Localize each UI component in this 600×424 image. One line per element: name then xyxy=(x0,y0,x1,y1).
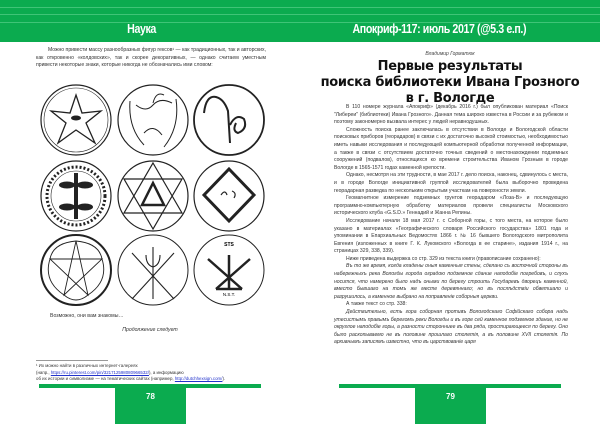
hexagram-sign-icon xyxy=(116,159,190,233)
ornament-sign-icon xyxy=(39,159,113,233)
trident-sign-icon xyxy=(116,233,190,307)
heptagram-sign-icon xyxy=(39,233,113,307)
footnote: ¹ Их можно найти в различных интернет-галереях (напр., https://ru.pinterest.com/pin/321712598080966532/), а информацию об их истории и символизме — на тематических сайтах (например, http://dutchhexsign.com/). xyxy=(36,363,226,381)
hexsign-link[interactable]: http://dutchhexsign.com/ xyxy=(174,376,223,381)
footnote-divider xyxy=(36,360,108,361)
left-intro: Можно привести массу разнообразных фигур гексов¹ — как традиционных, так и авторских, как откровенно «колдовских», так и скорее декоративных, — однако считаем уместным привести некоторые знаки, которые никогда не обозначались ими словом: xyxy=(36,47,266,69)
star-sign-icon xyxy=(39,83,113,157)
page-header xyxy=(0,0,600,42)
diamond-sign-icon xyxy=(192,159,266,233)
symbols-caption: Возможно, они вам знакомы… xyxy=(50,313,124,319)
continued-note: Продолжение следует xyxy=(122,327,178,333)
capricorn-sign-icon xyxy=(192,83,266,157)
author: Владимир Горматюк xyxy=(425,51,475,57)
section-title: Наука xyxy=(127,21,156,36)
svg-text:N.S.T.: N.S.T. xyxy=(222,292,236,297)
article-title: Первые результаты поиска библиотеки Ивана Грозного в г. Вологде xyxy=(320,59,580,106)
article-body: В 110 номере журнала «Апокриф» (декабрь 2016 г.) был опубликован материал «Поиск "Либереи" (библиотеки) Ивана Грозного». Данная тема широко известна в России и за рубежом и поэтому закономерно вызвала интерес у людей неравнодушных. Сложность поиска ранее заключалась в отсутствии в Вологде и Вологодской области поисковых приборов (георадаров) в связи с их достаточно высокой стоимостью, необходимостью иметь навыки исследования и последующей компьютерной обработки полученной информации, а также в связи с отсутствием достаточно точных сведений о местонахождении подземных сооружений (подвалов), относящихся ко времени строительства Иваном Грозным в городе Вологде в 1565-1571 годах каменной крепости. Однако, несмотря на эти трудности, в мае 2017 г. дело поиска, наконец, сдвинулось с места, и в городе Вологде инициативной группой исследователей была выборочно проведена георадарная разведка по нескольким открытым участкам на поверхности земли. Геомагнитное измерение подземных грунтов георадаром «Лоза-В» и последующую программно-компьютерную обработку материалов провели специалисты Московского исторического клуба «G.S.D.» Геннадий и Жанна Репины. Исследование начали 18 мая 2017 г. с Соборной горы, с того места, на которое было указано в материалах «Географического словаря Российского государства» 1801 года и упоминании в Епархиальных Ведомостях 1866 г. № 16 бывшего Вологодского митрополита Евгения (изложенных в книге Г. К. Лукомского «Вологда в ее старине», издания 1914 г., на страницах 329, 338, 339). Ниже приведена выдержка со стр. 329 из текста книги (правописание сохранено): Въ то же время, когда кладены оныя каменныя стены, сделано съ восточной стороны въ набережныхъ река Вологды города оградою подземное сдание наподобіе погребовъ, и слухъ носится, что намерено было надъ оными по берегу строить Государевъ дворецъ каменной, вместо бывшаго на томъ же месте деревяннаго; но въ послѣдствіи обветшало и разрушилось, а каменное выбрано на поправленіе соборныя церкви. А также текст со стр. 338: Действительно, есть гора соборная противъ Вологодскаго Софійскаго собора надъ утесистымъ правымъ берегомъ реки Вологды и въ горе сей каменное подземное здание, но не округлое наподобіе горы, а разности сторонниее въ два ряда, простирающееся по берегу. Оно было раскопываемо не въ половине прошлаго столетія, а въ половине XVII столетія. По архивнымъ записямъ известно, что въ царствованіе царя xyxy=(334,104,568,346)
dragon-sign-icon xyxy=(116,83,190,157)
page-number-left: 78 xyxy=(115,386,186,424)
pinterest-link[interactable]: https://ru.pinterest.com/pin/321712598080966532/ xyxy=(50,369,149,375)
hammers-sign-icon xyxy=(192,233,266,307)
page-number-right: 79 xyxy=(415,386,486,424)
svg-text:STS: STS xyxy=(224,242,234,248)
issue-title: Апокриф-117: июль 2017 (@5.3 е.п.) xyxy=(352,21,527,36)
